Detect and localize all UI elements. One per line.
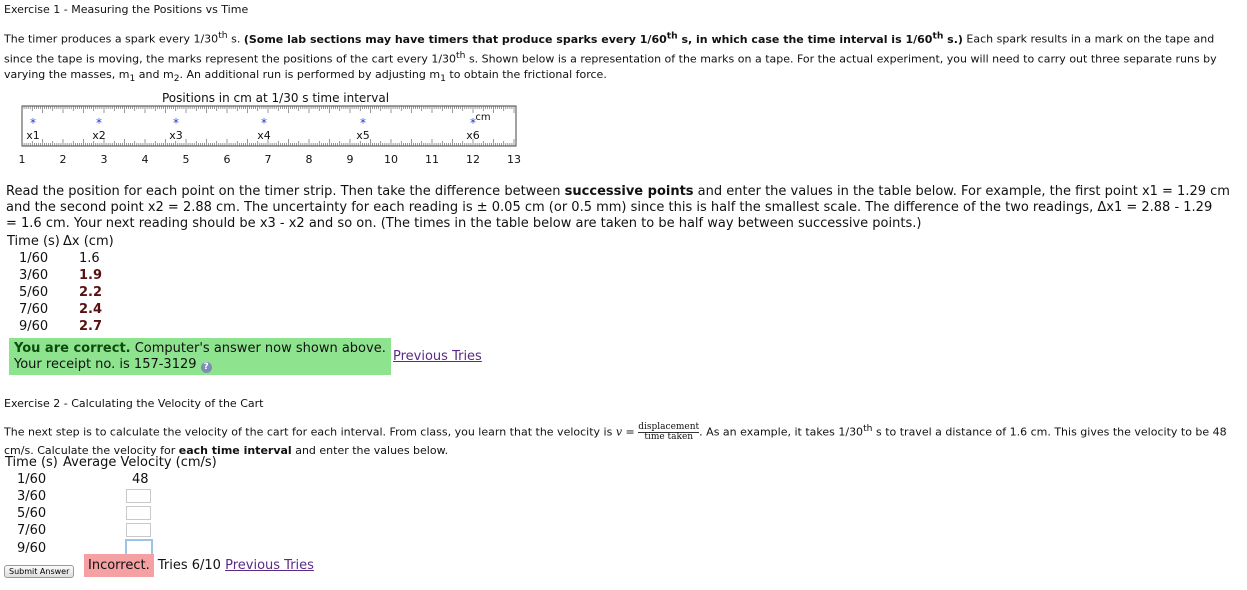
ruler-number: 7 (264, 153, 272, 166)
reading-instructions: Read the position for each point on the timer strip. Then take the difference between successive points and enter the values in the table below. For example, the first point x1 = 1.29 cm and the second point x2 = 2.88 cm. The uncertainty for each reading is ± 0.05 cm (or 0.5 mm) since this is half the smallest scale. The difference of the two readings, Δx1 = 2.88 - 1.29 = 1.6 cm. Your next reading should be x3 - x2 and so on. (The times in the table below are taken to be half way between successive points.) (6, 184, 1230, 231)
ruler-number: 11 (425, 153, 439, 166)
intro-line-1: The timer produces a spark every 1/30th s. (Some lab sections may have timers that produce sparks every 1/60th s, in which case the time interval is 1/60th s.) Each spark results in a mark on the tape and (4, 30, 1215, 46)
spark-mark-icon: * (173, 116, 179, 130)
table-row: 3/60 1.9 (19, 268, 103, 283)
tries-count: Tries 6/10 (153, 558, 226, 573)
ruler-unit-label: cm (475, 112, 491, 123)
ruler-number: 3 (100, 153, 108, 166)
spark-mark-icon: * (96, 116, 102, 130)
ruler-number: 9 (346, 153, 354, 166)
ruler-number: 5 (182, 153, 190, 166)
velocity-input-7-60[interactable] (126, 523, 151, 537)
table-row: 5/60 (5, 505, 217, 522)
feedback-row (84, 558, 314, 573)
table-row: 7/60 (5, 522, 217, 539)
spark-mark-icon: * (360, 116, 366, 130)
ruler-number: 8 (305, 153, 313, 166)
velocity-table (5, 454, 217, 557)
col-time-header: Time (s) (5, 455, 58, 470)
incorrect-badge: Incorrect. (84, 554, 154, 577)
table-row: 9/60 2.7 (19, 319, 103, 334)
help-icon[interactable]: ? (201, 362, 212, 373)
col-velocity-header: Average Velocity (cm/s) (63, 455, 217, 470)
exercise-1-intro (4, 28, 1244, 88)
ruler-point-label: x4 (257, 129, 271, 142)
delta-x-table (7, 233, 114, 335)
exercise-2-heading: Exercise 2 - Calculating the Velocity of the Cart (4, 397, 264, 410)
table-row: 1/60 48 (17, 472, 149, 487)
ruler-number: 2 (59, 153, 67, 166)
correct-feedback: You are correct. Computer's answer now shown above. Your receipt no. is 157-3129 ? (9, 338, 391, 375)
ruler-number: 12 (466, 153, 480, 166)
ruler-number: 10 (384, 153, 398, 166)
spark-mark-icon: * (261, 116, 267, 130)
intro-line-3: varying the masses, $m_1$ and $m_2$. An additional run is performed by adjusting $m_1$ to obtain the frictional force. (4, 68, 607, 85)
ruler-number: 4 (141, 153, 149, 166)
velocity-input-5-60[interactable] (126, 506, 151, 520)
table-row: 5/60 2.2 (19, 285, 103, 300)
ruler-number: 1 (18, 153, 26, 166)
table-row: 9/60 (5, 539, 217, 557)
ruler-title: Positions in cm at 1/30 s time interval (162, 91, 390, 105)
timer-tape-ruler (0, 100, 540, 172)
spark-mark-icon: * (470, 116, 476, 130)
ruler-number: 13 (507, 153, 521, 166)
velocity-fraction: $\frac{\text{displacement}}{\text{time taken}}$ (638, 422, 700, 443)
col-time-header: Time (s) (7, 234, 60, 249)
col-dx-header: Δx (cm) (63, 234, 114, 249)
spark-mark-icon: * (30, 116, 36, 130)
ruler-number: 6 (223, 153, 231, 166)
table-row: 3/60 (5, 488, 217, 505)
intro-line-2: since the tape is moving, the marks represent the positions of the cart every 1/30th s. Shown below is a representation of the marks on a tape. For the actual experiment, you will need to carry out three separate runs by (4, 49, 1217, 66)
previous-tries-link-1[interactable]: Previous Tries (393, 349, 482, 364)
velocity-input-3-60[interactable] (126, 489, 151, 503)
exercise-1-heading: Exercise 1 - Measuring the Positions vs Time (4, 3, 249, 16)
submit-answer-button[interactable]: Submit Answer (4, 565, 74, 578)
ruler-point-label: x2 (92, 129, 106, 142)
ruler-point-label: x3 (169, 129, 183, 142)
table-row: 1/60 1.6 (19, 251, 100, 266)
ruler-point-label: x1 (26, 129, 40, 142)
ruler-point-label: x6 (466, 129, 480, 142)
table-row: 7/60 2.4 (19, 302, 103, 317)
ruler-point-label: x5 (356, 129, 370, 142)
previous-tries-link-2[interactable]: Previous Tries (225, 558, 314, 573)
exercise-2-intro: The next step is to calculate the velocity of the cart for each interval. From class, you learn that the velocity is v = $\frac{\text{displacement}}{\text{time taken}}$. As an example, it takes 1/30th s to travel a distance of 1.6 cm. This gives the velocity to be 48 cm/s. Calculate the velocity for each time interval and enter the values below. (4, 422, 1227, 457)
